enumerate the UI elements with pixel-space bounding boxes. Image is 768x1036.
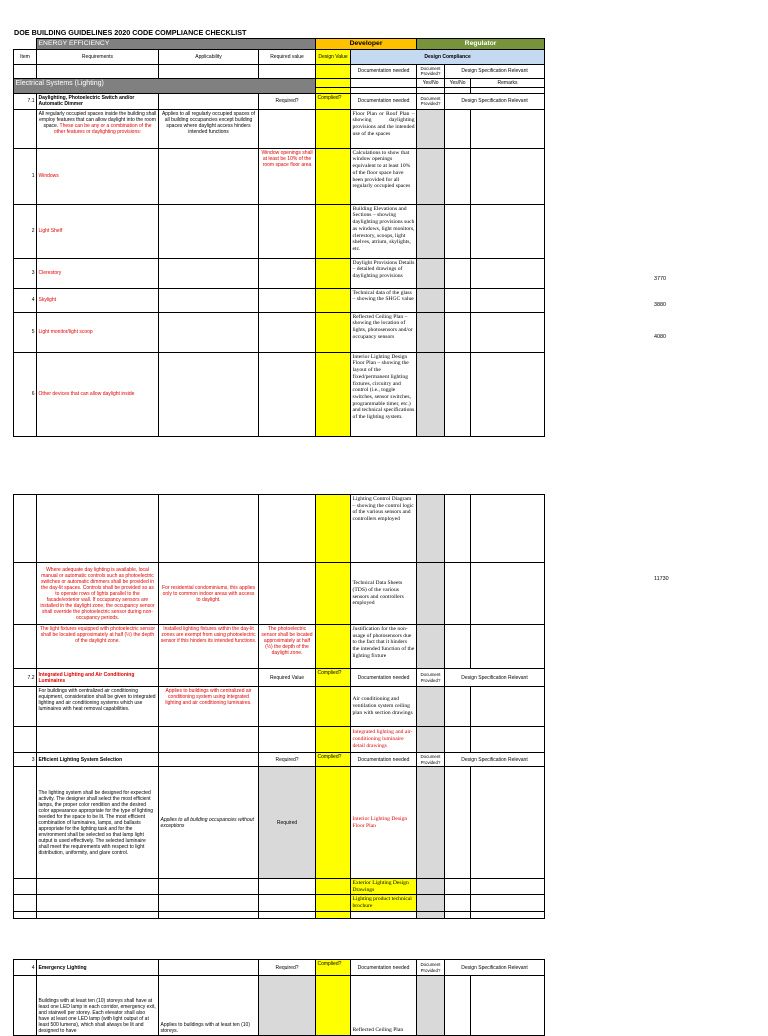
- doc-glass-data: Technical data of the glass – showing the SHGC value: [351, 288, 417, 312]
- design-spec-cell[interactable]: [445, 288, 471, 312]
- remarks-cell[interactable]: [471, 625, 545, 669]
- remarks-cell[interactable]: [471, 687, 545, 727]
- remarks-header: Remarks: [471, 78, 545, 87]
- remarks-cell[interactable]: [471, 976, 545, 1036]
- doc-elevations: Building Elevations and Sections – showing daylighting provisions such as windows, light monitors, clerestory, scoops, light shelves, atrium, skylights, etc.: [351, 204, 417, 258]
- document-provided-cell[interactable]: [417, 288, 445, 312]
- applicability-integrated: Applies to buildings with centralized air conditioning system using integrated lighting and air conditioning luminaires.: [159, 687, 259, 727]
- document-provided-cell[interactable]: [417, 312, 445, 352]
- subitem-number: 2: [14, 204, 37, 258]
- document-provided-cell[interactable]: [417, 625, 445, 669]
- subitem-label: Light Shelf: [37, 204, 159, 258]
- remarks-cell[interactable]: [471, 879, 545, 895]
- complied-label: Complied?: [316, 960, 351, 976]
- remarks-cell[interactable]: [471, 563, 545, 625]
- energy-efficiency-heading: ENERGY EFFICIENCY: [37, 39, 316, 50]
- design-spec-relevant-header: Design Specification Relevant: [445, 65, 545, 79]
- design-spec-cell[interactable]: [445, 879, 471, 895]
- doc-reflected-ceiling-plan: Reflected Ceiling Plan: [351, 976, 417, 1036]
- design-spec-cell[interactable]: [445, 727, 471, 753]
- applicability-emergency: Applies to buildings with at least ten (10) storeys.: [159, 976, 259, 1036]
- applicability-efficient-lighting: Applies to all building occupancies without exceptions: [159, 767, 259, 879]
- doc-floor-plan: Floor Plan or Roof Plan – showing daylighting provisions and the intended use of the spaces: [351, 109, 417, 148]
- complied-label: Complied?: [316, 93, 351, 109]
- required-value-efficient: Required: [259, 767, 316, 879]
- requirement-text-note: These can be any or a combination of the other features or daylighting provisions:: [53, 122, 152, 135]
- remarks-cell[interactable]: [471, 258, 545, 288]
- doc-ac-ventilation: Air conditioning and ventilation system ceiling plan with section drawings: [351, 687, 417, 727]
- design-spec-label: Design Specification Relevant: [445, 960, 545, 976]
- checklist-table-page-2: [13, 494, 545, 919]
- design-spec-label: Design Specification Relevant: [445, 753, 545, 767]
- complied-label: Complied?: [316, 669, 351, 687]
- design-compliance-header: Design Compliance: [351, 50, 545, 65]
- document-provided-cell[interactable]: [417, 879, 445, 895]
- doc-interior-lighting: Interior Lighting Design Floor Plan – showing the layout of the fixed/permanent lighting fixtures, circuitry and control (i.e., toggle switches, sensor switches, programmable timer, etc.) and technical specifications of the lighting system.: [351, 352, 417, 436]
- item-number: 7.1: [14, 93, 37, 109]
- subitem-number: 6: [14, 352, 37, 436]
- doc-reflected-ceiling: Reflected Ceiling Plan – showing the location of lights, photosensors and/or occupancy sensors: [351, 312, 417, 352]
- doc-daylight-details: Daylight Provisions Details – detailed drawings of daylighting provisions: [351, 258, 417, 288]
- item-number: 4: [14, 960, 37, 976]
- document-provided-header: Document Provided?: [417, 65, 445, 79]
- subitem-label: Other devices that can allow daylight inside: [37, 352, 159, 436]
- required-value-fixtures: The photoelectric sensor shall be located approximately at half (½) the depth of the daylight zone.: [259, 625, 316, 669]
- applicability-header: Applicability: [159, 50, 259, 65]
- document-provided-label: Document Provided?: [417, 669, 445, 687]
- remarks-cell[interactable]: [471, 288, 545, 312]
- documentation-needed-label: Documentation needed: [351, 669, 417, 687]
- developer-heading: Developer: [316, 39, 417, 50]
- document-title: DOE BUILDING GUIDELINES 2020 CODE COMPLIANCE CHECKLIST: [14, 28, 247, 37]
- design-spec-cell[interactable]: [445, 312, 471, 352]
- subitem-label: Clerestory: [37, 258, 159, 288]
- requirements-header: Requirements: [37, 50, 159, 65]
- item-number: 7.2: [14, 669, 37, 687]
- design-spec-cell[interactable]: [445, 258, 471, 288]
- requirement-text: [37, 109, 159, 148]
- design-value-header: Design Value: [316, 50, 351, 65]
- item-title: Integrated Lighting and Air Conditioning Luminaires: [37, 669, 159, 687]
- side-value: 4080: [654, 334, 666, 340]
- remarks-cell[interactable]: [471, 352, 545, 436]
- item-header: Item: [14, 50, 37, 65]
- document-provided-cell[interactable]: [417, 727, 445, 753]
- subitem-label: Light monitor/light scoop: [37, 312, 159, 352]
- requirement-text-main: All regularly occupied spaces inside the building shall employ features that can allow daylight into the room space.: [38, 110, 157, 129]
- document-provided-label: Document Provided?: [417, 93, 445, 109]
- documentation-needed-label: Documentation needed: [351, 960, 417, 976]
- regulator-heading: Regulator: [417, 39, 545, 50]
- item-title: Emergency Lighting: [37, 960, 159, 976]
- checklist-table-7-1: [13, 38, 545, 437]
- section-electrical-systems: Electrical Systems (Lighting): [14, 78, 316, 93]
- required-value-windows: Window openings shall at least be 10% of the room space floor area: [259, 148, 316, 204]
- document-provided-cell[interactable]: [417, 563, 445, 625]
- remarks-cell[interactable]: [471, 767, 545, 879]
- design-spec-cell[interactable]: [445, 895, 471, 911]
- applicability-fixtures: Installed lighting fixtures within the day-lit zones are exempt from using photoelectric sensor if this hinders its intended functions.: [159, 625, 259, 669]
- doc-exterior-design: Exterior Lighting Design Drawings: [351, 879, 417, 895]
- design-spec-cell[interactable]: [445, 204, 471, 258]
- subitem-number: 3: [14, 258, 37, 288]
- doc-tds: Technical Data Sheets (TDS) of the various sensors and controllers employed: [351, 563, 417, 625]
- required-label: Required?: [259, 960, 316, 976]
- subitem-label: Skylight: [37, 288, 159, 312]
- requirement-emergency: Buildings with at least ten (10) storeys shall have at least one LED lamp in each corridor, emergency exit, and stairwell per storey. Each elevator shall also have at least one LED lamp (with light output of at least 500 lumens), which shall always be lit and designed to have: [37, 976, 159, 1036]
- item-title: Daylighting, Photoelectric Switch and/or Automatic Dimmer: [37, 93, 159, 109]
- design-spec-cell[interactable]: [445, 495, 471, 563]
- requirement-controls: Where adequate day lighting is available, local manual or automatic controls such as photoelectric switches or automatic dimmers shall be provided in the day-lit spaces. Controls shall be provided so as to operate rows of lights parallel to the facade/exterior wall. If occupancy sensors are installed in the daylight zone, the occupancy sensor shall override the photoelectric sensor during non-occupancy periods.: [37, 563, 159, 625]
- document-provided-cell[interactable]: [417, 976, 445, 1036]
- remarks-cell[interactable]: [471, 109, 545, 148]
- document-provided-cell[interactable]: [417, 258, 445, 288]
- design-spec-cell[interactable]: [445, 563, 471, 625]
- yes-no-header-2: Yes/No: [445, 78, 471, 87]
- applicability-text: Applies to all regularly occupied spaces of all building occupancies except building spaces where daylight access hinders intended functions: [159, 109, 259, 148]
- doc-lighting-control: Lighting Control Diagram – showing the control logic of the various sensors and controllers employed: [351, 495, 417, 563]
- required-value-header: Required value: [259, 50, 316, 65]
- design-spec-cell[interactable]: [445, 352, 471, 436]
- design-spec-cell[interactable]: [445, 625, 471, 669]
- document-provided-cell[interactable]: [417, 148, 445, 204]
- yes-no-header: Yes/No: [417, 78, 445, 87]
- item-number: 3: [14, 753, 37, 767]
- design-spec-cell[interactable]: [445, 687, 471, 727]
- document-provided-cell[interactable]: [417, 687, 445, 727]
- remarks-cell[interactable]: [471, 312, 545, 352]
- subitem-number: 1: [14, 148, 37, 204]
- doc-calculations: Calculations to show that window openings equivalent to at least 10% of the floor space have been provided for all regularly occupied spaces: [351, 148, 417, 204]
- required-label: Required?: [259, 753, 316, 767]
- requirement-integrated: For buildings with centralized air conditioning equipment, consideration shall be given to integrated lighting and air conditioning systems which use luminaires with heat removal capabilities.: [37, 687, 159, 727]
- document-provided-cell[interactable]: [417, 767, 445, 879]
- requirement-fixtures: The light fixtures equipped with photoelectric sensor shall be located approximately at half (½) the depth of the daylight zone.: [37, 625, 159, 669]
- documentation-needed-label: Documentation needed: [351, 753, 417, 767]
- side-value: 3880: [654, 302, 666, 308]
- doc-technical-brochure: Lighting product technical brochure: [351, 895, 417, 911]
- side-value: 11730: [654, 576, 669, 582]
- document-provided-cell[interactable]: [417, 109, 445, 148]
- document-provided-cell[interactable]: [417, 352, 445, 436]
- remarks-cell[interactable]: [471, 204, 545, 258]
- remarks-cell[interactable]: [471, 495, 545, 563]
- document-provided-label: Document Provided?: [417, 753, 445, 767]
- requirement-efficient-lighting: The lighting system shall be designed for expected activity. The designer shall select the most efficient lamps, the proper color rendition and the desired color appearance appropriate for the type of lighting needed for the space to be lit. The most efficient combination of luminaires, lamps, and ballasts appropriate for the lighting task and for the environment shall be selected so that lamp light output is used effectively. The selected luminaire shall meet the requirements with respect to light distribution, uniformity, and glare control.: [37, 767, 159, 879]
- document-provided-cell[interactable]: [417, 204, 445, 258]
- design-spec-label: Design Specification Relevant: [445, 669, 545, 687]
- design-spec-cell[interactable]: [445, 767, 471, 879]
- design-spec-cell[interactable]: [445, 109, 471, 148]
- remarks-cell[interactable]: [471, 148, 545, 204]
- doc-justification: Justification for the non-usage of photosensors due to the fact that it hinders the intended function of the lighting fixture: [351, 625, 417, 669]
- subitem-label: Windows: [37, 148, 159, 204]
- side-value: 3770: [654, 276, 666, 282]
- design-spec-label: Design Specification Relevant: [445, 93, 545, 109]
- remarks-cell[interactable]: [471, 895, 545, 911]
- applicability-residential: For residential condominiums, this applies only to common indoor areas with access to daylight.: [159, 563, 259, 625]
- design-spec-cell[interactable]: [445, 148, 471, 204]
- design-spec-cell[interactable]: [445, 976, 471, 1036]
- remarks-cell[interactable]: [471, 727, 545, 753]
- document-provided-cell[interactable]: [417, 895, 445, 911]
- documentation-needed-label: Documentation needed: [351, 93, 417, 109]
- doc-interior-design: Interior Lighting Design Floor Plan: [351, 767, 417, 879]
- required-label: Required?: [259, 93, 316, 109]
- required-label: Required Value: [259, 669, 316, 687]
- document-provided-label: Document Provided?: [417, 960, 445, 976]
- item-title: Efficient Lighting System Selection: [37, 753, 159, 767]
- subitem-number: 5: [14, 312, 37, 352]
- subitem-number: 4: [14, 288, 37, 312]
- document-provided-cell[interactable]: [417, 495, 445, 563]
- checklist-table-emergency: [13, 959, 545, 1036]
- complied-label: Complied?: [316, 753, 351, 767]
- documentation-needed-header: Documentation needed: [351, 65, 417, 79]
- doc-luminaire-detail: Integrated lighting and air-conditioning luminaire detail drawings: [351, 727, 417, 753]
